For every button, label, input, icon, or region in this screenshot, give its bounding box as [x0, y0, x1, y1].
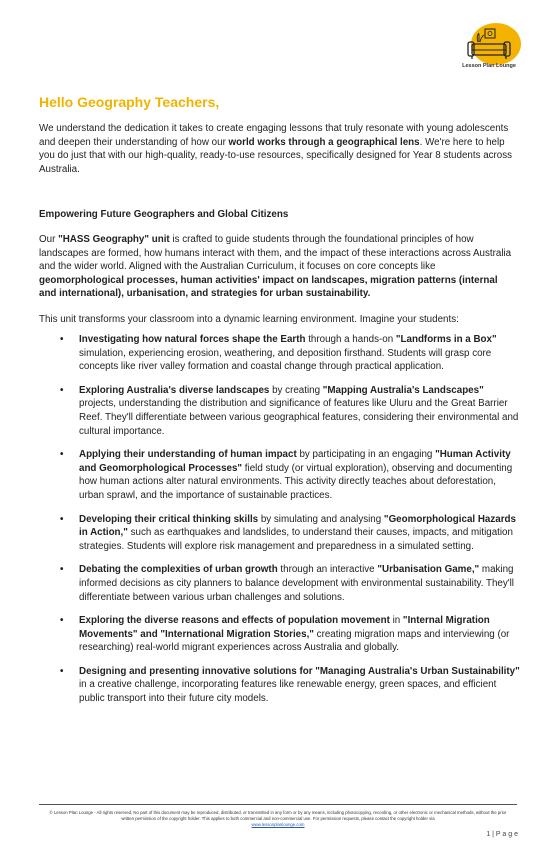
website-link[interactable]: www.lessonplanlounge.com	[251, 822, 305, 827]
section-heading: Empowering Future Geographers and Global Citizens	[39, 209, 289, 220]
intro-text-2: . We're here to help you do just that with our high-quality, ready-to-use resources, specifically designed for Year 8 students across Australia.	[39, 136, 513, 175]
intro-paragraph	[39, 122, 517, 176]
brand-name: Lesson Plan Lounge	[462, 63, 516, 69]
bullet-mid: through a hands-on	[305, 334, 396, 345]
bullet-rest: such as earthquakes and landslides, to understand their causes, impacts, and mitigation strategies. Students will explore risk management and preparedness in a simulated setting.	[79, 527, 513, 552]
unit-text-b: "HASS Geography" unit	[58, 234, 170, 245]
bullet-lead: Exploring the diverse reasons and effects of population movement	[79, 615, 390, 627]
list-item	[60, 563, 520, 604]
copyright-text: © Lesson Plan Lounge - All rights reserved. No part of this document may be reproduced, distributed, or transmitted in any form or by any means, including photocopying, recording, or other electronic or mechanical methods, without the prior written permission of the copyright holder. This applies to both commercial and non-commercial use. For permission requests, please contact the copyright holder via	[49, 810, 507, 821]
bullet-mid: by participating in an engaging	[296, 449, 436, 461]
footer-divider	[39, 804, 517, 805]
bullet-rest: making informed decisions as city planners to balance development with environmental sustainability. They'll differentiate between various urban challenges and solutions.	[79, 564, 514, 603]
list-item	[60, 665, 520, 706]
intro-bold: world works through a geographical lens	[228, 136, 420, 148]
bullet-mid: by simulating and analysing	[258, 513, 384, 525]
bullet-lead: Investigating how natural forces shape the Earth	[79, 334, 306, 345]
list-item	[60, 448, 520, 502]
unit-text-c: is crafted to guide students through the foundational principles of how landscapes are formed, how humans interact with them, and the impact of these interactions across Australia and the wider world. Aligned with the Australian Curriculum, it focuses on core concepts like	[39, 234, 512, 273]
transform-paragraph: This unit transforms your classroom into a dynamic learning environment. Imagine your students:	[39, 314, 459, 325]
bullet-lead: Developing their critical thinking skills	[79, 513, 259, 525]
bullet-lead: Applying their understanding of human impact	[79, 449, 297, 461]
lesson-plan-lounge-logo	[456, 20, 522, 82]
bullet-lead: Exploring Australia's diverse landscapes	[79, 384, 270, 396]
bullet-rest: simulation, experiencing erosion, weathering, and deposition firsthand. Students will grasp core concepts like river valley formation and coastal change through practical application.	[79, 347, 492, 373]
bullet-rest: creating migration maps and interviewing (or researching) real-world migrant experiences across Australia and globally.	[79, 628, 510, 654]
bullet-title: "Mapping Australia's Landscapes"	[322, 384, 484, 396]
bullet-title: "Urbanisation Game,"	[377, 564, 480, 576]
bullet-title: "Internal Migration Movements" and "International Migration Stories,"	[79, 615, 490, 640]
greeting-heading: Hello Geography Teachers,	[39, 94, 220, 110]
bullet-mid: by creating	[269, 384, 323, 396]
bullet-rest: field study (or virtual exploration), observing and documenting how human actions alter natural environments. This activity directly teaches about deforestation, urban sprawl, and the importance of sustainable practices.	[79, 462, 513, 501]
unit-text-a: Our	[39, 234, 59, 245]
bullet-rest: projects, understanding the distribution and significance of features like Uluru and the Great Barrier Reef. They'll differentiate between various geographical features, considering their environmental and cultural importance.	[79, 398, 519, 437]
activity-list	[60, 333, 520, 716]
intro-text-1: We understand the dedication it takes to create engaging lessons that truly resonate with young adolescents and deepen their understanding of how our	[39, 123, 509, 148]
copyright-footer	[44, 810, 512, 828]
bullet-lead: Debating the complexities of urban growth	[79, 564, 278, 576]
page-number: 1 | P a g e	[486, 831, 518, 838]
bullet-lead: Designing and presenting innovative solutions for	[79, 665, 313, 677]
unit-text-d: geomorphological processes, human activities' impact on landscapes, migration patterns (internal and international), urbanisation, and strategies for urban sustainability.	[39, 274, 498, 300]
list-item	[60, 614, 520, 655]
unit-paragraph	[39, 233, 517, 301]
list-item	[60, 384, 520, 438]
bullet-title: "Human Activity and Geomorphological Processes"	[79, 449, 511, 474]
bullet-title: "Geomorphological Hazards in Action,"	[79, 513, 516, 539]
bullet-mid: through an interactive	[277, 564, 378, 576]
bullet-rest: in a creative challenge, incorporating features like renewable energy, green spaces, and efficient public transport into their future city models.	[79, 679, 497, 705]
bullet-title: "Landforms in a Box"	[395, 334, 497, 345]
bullet-title: "Managing Australia's Urban Sustainability"	[315, 665, 520, 677]
bullet-mid: in	[389, 615, 403, 627]
list-item	[60, 513, 520, 554]
list-item	[60, 333, 520, 374]
